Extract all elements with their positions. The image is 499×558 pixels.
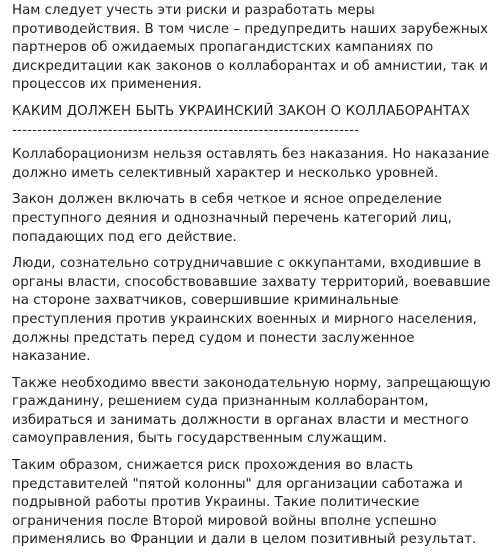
dash-divider: ---------------------------------------------------------------------: [12, 122, 360, 138]
paragraph-definition: Закон должен включать в себя четкое и ясное определение преступного деяния и однозначный перечень категорий лиц, попадающих под его действие.: [12, 192, 452, 245]
paragraph-conclusion: Таким образом, снижается риск прохождения во власть представителей "пятой колонны" для организации саботажа и подрывной работы против Украины. Такие политические ограничения после Второй мировой войны вполне успешно применялись во Франции и дали в целом позитивный результат.: [12, 458, 477, 548]
intro-paragraph: Нам следует учесть эти риски и разработать меры противодействия. В том числе – предупредить наших зарубежных партнеров об ожидаемых пропагандистских кампаниях по дискредитации как законов о коллаборантах и об амнистии, так и процессов их применения.: [12, 3, 489, 93]
post-text: [12, 2, 494, 558]
section-heading: КАКИМ ДОЛЖЕН БЫТЬ УКРАИНСКИЙ ЗАКОН О КОЛЛАБОРАНТАХ: [12, 103, 470, 119]
paragraph-punishment: Коллаборационизм нельзя оставлять без наказания. Но наказание должно иметь селективный характер и несколько уровней.: [12, 147, 490, 181]
paragraph-legal-norm: Также необходимо ввести законодательную норму, запрещающую гражданину, решением суда признанным коллаборантом, избираться и занимать должности в органах власти и местного самоуправления, быть государственным служащим.: [12, 375, 491, 447]
paragraph-collaborators: Люди, сознательно сотрудничавшие с оккупантами, входившие в органы власти, способствовавшие захвату территорий, воевавшие на стороне захватчиков, совершившие криминальные преступления против украинских военных и мирного населения, должны предстать перед судом и понести заслуженное наказание.: [12, 256, 491, 365]
